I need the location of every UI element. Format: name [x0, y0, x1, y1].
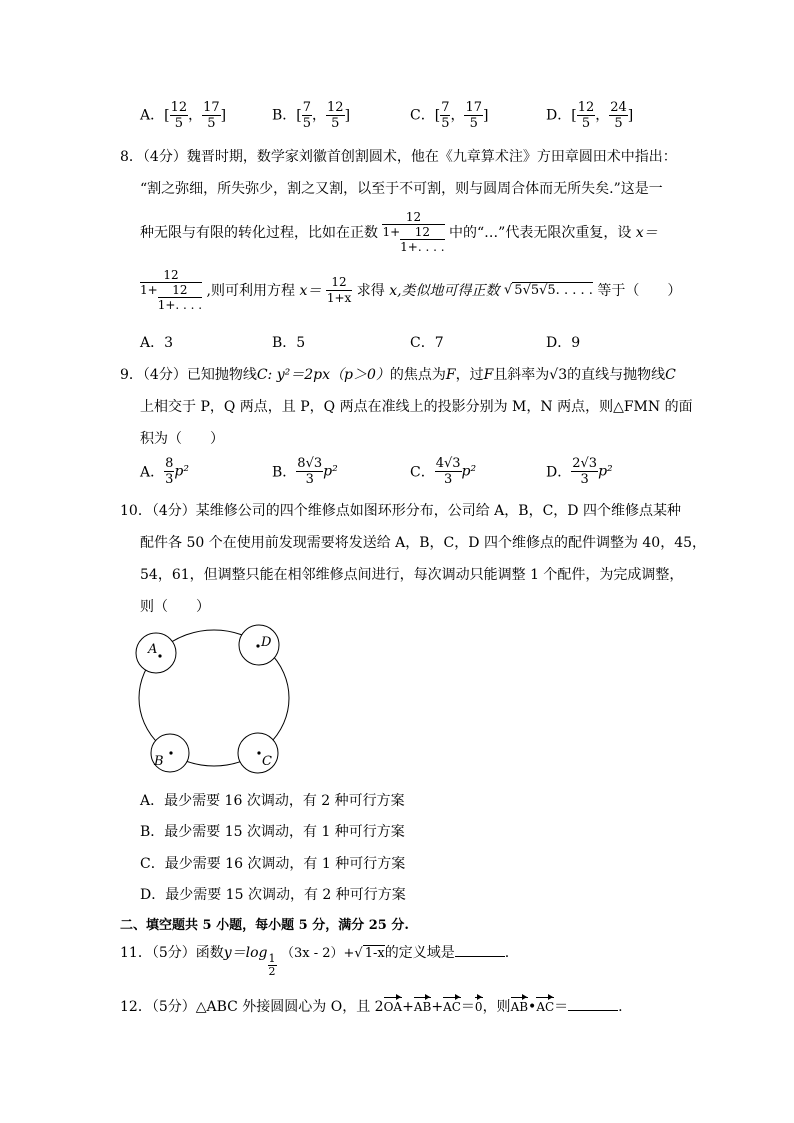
repair-points-diagram [134, 622, 294, 774]
node-d-label: D [261, 635, 272, 650]
q9-option-c: C． $\frac{4√3}{3}$ p² [410, 456, 477, 487]
section-2-heading: 二、填空题共 5 小题，每小题 5 分，满分 25 分. [120, 918, 409, 933]
q8-option-a: A．3 [140, 335, 174, 351]
q8-option-d: D．9 [546, 335, 581, 351]
node-c-dot [257, 751, 260, 754]
node-c-label: C [262, 754, 272, 769]
q11-answer-blank[interactable] [455, 942, 505, 957]
q7-option-c: C．[ $\frac{7}{5}$ ， $\frac{17}{5}$ ] [410, 100, 489, 131]
vector-ac: AC [443, 1000, 461, 1014]
q8-line-2: “割之弥细，所失弥少，割之又割，以至于不可割，则与圆周合体而无所失矣.”这是一 [140, 181, 663, 197]
q9-option-b: B． $\frac{8√3}{3}$ p² [272, 456, 338, 487]
q8-continued-fraction: 12 1+ $\frac{12}{1+. . . .}$ [382, 210, 445, 254]
q10-line-3: 54，61，但调整只能在相邻维修点间进行，每次调动只能调整 1 个配件，为完成调整， [140, 567, 684, 583]
q7-option-b: B．[ $\frac{7}{5}$ ， $\frac{12}{5}$ ] [272, 100, 351, 131]
node-b-label: B [154, 754, 164, 769]
q10-option-d: D．最少需要 15 次调动，有 2 种可行方案 [140, 887, 406, 903]
q10-line-4: 则（ ） [140, 599, 210, 615]
node-d-dot [256, 644, 259, 647]
vector-ab: AB [413, 1000, 432, 1014]
q7-option-d: D．[ $\frac{12}{5}$ ， $\frac{24}{5}$ ] [546, 100, 634, 131]
node-b-dot [169, 751, 172, 754]
q10-option-c: C．最少需要 16 次调动，有 1 种可行方案 [140, 856, 406, 872]
log-base-fraction: $\frac{1}{2}$ [268, 952, 276, 978]
vector-oa: OA [383, 1000, 403, 1014]
vector-ac-2: AC [536, 1000, 555, 1014]
node-a-dot [158, 654, 161, 657]
q8-option-b: B．5 [272, 335, 306, 351]
q12-answer-blank[interactable] [568, 996, 618, 1011]
q9-line-2: 上相交于 P，Q 两点，且 P，Q 两点在准线上的投影分别为 M，N 两点，则△FMN 的面 [140, 399, 693, 415]
q8-option-c: C．7 [410, 335, 444, 351]
q8-equation-fraction: $\frac{12}{1+x}$ [326, 274, 352, 305]
q9-line-1: 9．（4分）已知抛物线C: y²＝2px（p＞0）的焦点为F，过F且斜率为√3的直线与抛物线C [120, 367, 676, 383]
q9-line-3: 积为（ ） [140, 431, 224, 447]
q7-option-a: A．[ $\frac{12}{5}$ ， $\frac{17}{5}$ ] [140, 100, 227, 131]
q12-line: 12．（5分）△ABC 外接圆圆心为 O，且 2OA+AB+AC＝0，则AB•AC＝ . [120, 996, 623, 1016]
node-a-label: A [148, 642, 158, 657]
q10-line-1: 10．（4分）某维修公司的四个维修点如图环形分布，公司给 A，B，C，D 四个维修点某种 [120, 503, 681, 519]
q10-line-2: 配件各 50 个在使用前发现需要将发送给 A，B，C，D 四个维修点的配件调整为 40，45， [140, 535, 707, 551]
q9-option-d: D． $\frac{2√3}{3}$ p² [546, 456, 613, 487]
q11-line: 11．（5分）函数y＝log $\frac{1}{2}$ （3x - 2）+√ 1-x的定义域是 . [120, 942, 509, 978]
q8-nested-root: √ 5√5√5. . . . . [504, 282, 593, 298]
q8-line-3: 种无限与有限的转化过程，比如在正数 12 1+ $\frac{12}{1+. . . .}$ 中的“…”代表无限次重复，设 x＝ [140, 210, 658, 254]
q9-option-a: A． $\frac{8}{3}$ p² [140, 456, 189, 487]
q8-line-4: 12 1+ $\frac{12}{1+. . . .}$ ,则可利用方程 x＝ $\frac{12}{1+x}$ 求得 x,类似地可得正数 √ 5√5√5. . . . . 等于（ ） [140, 268, 682, 312]
q8-continued-fraction-2: 12 1+ $\frac{12}{1+. . . .}$ [140, 268, 203, 312]
zero-vector: 0 [474, 1000, 483, 1014]
vector-ab-2: AB [510, 1000, 529, 1014]
q8-line-1: 8．（4分）魏晋时期，数学家刘徽首创割圆术，他在《九章算术注》方田章圆田术中指出： [120, 149, 677, 165]
q10-option-b: B．最少需要 15 次调动，有 1 种可行方案 [140, 824, 405, 840]
q10-option-a: A．最少需要 16 次调动，有 2 种可行方案 [140, 793, 405, 809]
